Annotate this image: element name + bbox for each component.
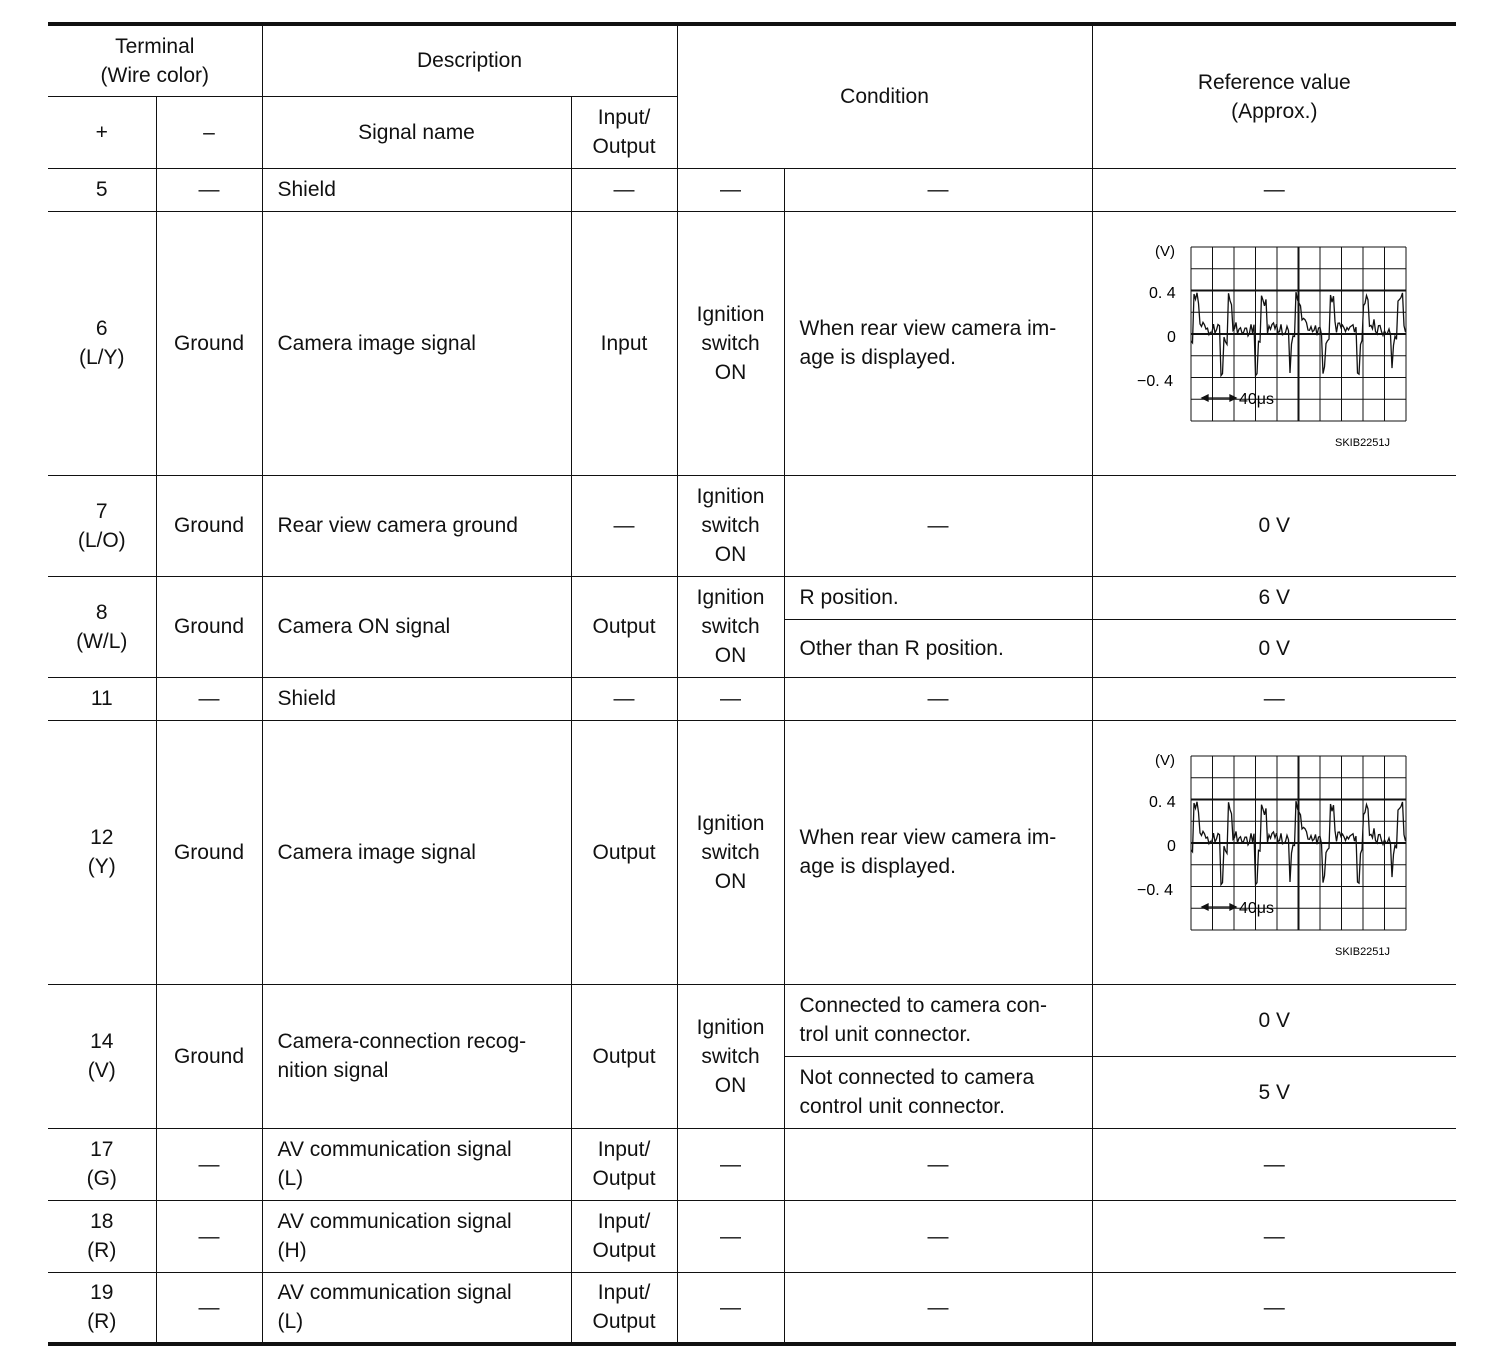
signal-name-header: Signal name — [262, 96, 571, 168]
terminal-plus: 7 (L/O) — [48, 475, 156, 576]
io-value: — — [571, 475, 677, 576]
reference-waveform-cell — [1092, 211, 1456, 475]
io-value: — — [571, 168, 677, 211]
terminal-plus: 5 — [48, 168, 156, 211]
reference-value: — — [1092, 168, 1456, 211]
signal-name: AV communication signal (L) — [262, 1272, 571, 1344]
reference-header: Reference value (Approx.) — [1092, 24, 1456, 168]
time-span-arrow — [1202, 395, 1236, 401]
io-value: Output — [571, 984, 677, 1128]
plus-header: + — [48, 96, 156, 168]
condition-detail: When rear view camera im- age is displayed. — [784, 211, 1092, 475]
io-value: Output — [571, 576, 677, 677]
table-row — [48, 984, 1456, 1056]
condition-switch: — — [677, 1128, 784, 1200]
io-value: Output — [571, 720, 677, 984]
signal-name: Shield — [262, 677, 571, 720]
terminal-table — [48, 22, 1456, 1346]
condition-detail: — — [784, 1272, 1092, 1344]
terminal-minus: — — [156, 1272, 262, 1344]
scope-y-low: −0. 4 — [1137, 372, 1174, 390]
table-row — [48, 1200, 1456, 1272]
terminal-minus: — — [156, 677, 262, 720]
terminal-plus: 18 (R) — [48, 1200, 156, 1272]
condition-detail: Not connected to camera control unit connector. — [784, 1056, 1092, 1128]
condition-detail: — — [784, 677, 1092, 720]
condition-switch: Ignition switch ON — [677, 984, 784, 1128]
io-value: Input/ Output — [571, 1128, 677, 1200]
io-value: Input — [571, 211, 677, 475]
io-value: — — [571, 677, 677, 720]
condition-switch: Ignition switch ON — [677, 211, 784, 475]
condition-detail: When rear view camera im- age is displayed. — [784, 720, 1092, 984]
scope-time-label: 40μs — [1239, 899, 1275, 917]
condition-detail: — — [784, 168, 1092, 211]
reference-value: 0 V — [1092, 619, 1456, 677]
terminal-plus: 17 (G) — [48, 1128, 156, 1200]
scope-code: SKIB2251J — [1335, 945, 1391, 958]
terminal-plus: 11 — [48, 677, 156, 720]
signal-name: Camera image signal — [262, 211, 571, 475]
io-value: Input/ Output — [571, 1272, 677, 1344]
scope-y-zero: 0 — [1167, 837, 1177, 855]
terminal-plus: 8 (W/L) — [48, 576, 156, 677]
signal-name: Camera-connection recog- nition signal — [262, 984, 571, 1128]
condition-switch: — — [677, 677, 784, 720]
condition-detail: Other than R position. — [784, 619, 1092, 677]
signal-name: Rear view camera ground — [262, 475, 571, 576]
oscilloscope-waveform — [1129, 236, 1419, 451]
condition-switch: Ignition switch ON — [677, 720, 784, 984]
condition-switch: — — [677, 1272, 784, 1344]
scope-y-low: −0. 4 — [1137, 881, 1174, 899]
scope-y-high: 0. 4 — [1149, 284, 1176, 302]
reference-value: — — [1092, 1200, 1456, 1272]
condition-detail: Connected to camera con- trol unit connector. — [784, 984, 1092, 1056]
minus-header: – — [156, 96, 262, 168]
reference-value: 0 V — [1092, 984, 1456, 1056]
terminal-minus: Ground — [156, 576, 262, 677]
condition-detail: — — [784, 1200, 1092, 1272]
oscilloscope-waveform — [1129, 745, 1419, 960]
reference-value: 0 V — [1092, 475, 1456, 576]
table-row — [48, 1128, 1456, 1200]
time-span-arrow — [1202, 904, 1236, 910]
reference-value: 5 V — [1092, 1056, 1456, 1128]
reference-value: — — [1092, 1272, 1456, 1344]
table-row — [48, 211, 1456, 475]
table-row — [48, 576, 1456, 619]
io-header: Input/ Output — [571, 96, 677, 168]
scope-code: SKIB2251J — [1335, 436, 1391, 449]
reference-waveform-cell — [1092, 720, 1456, 984]
terminal-minus: — — [156, 1128, 262, 1200]
reference-value: — — [1092, 677, 1456, 720]
io-value: Input/ Output — [571, 1200, 677, 1272]
waveform-svg — [1129, 745, 1419, 960]
terminal-plus: 19 (R) — [48, 1272, 156, 1344]
condition-switch: Ignition switch ON — [677, 576, 784, 677]
scope-unit: (V) — [1155, 242, 1176, 260]
terminal-minus: Ground — [156, 720, 262, 984]
table-row — [48, 475, 1456, 576]
table-row — [48, 168, 1456, 211]
condition-switch: Ignition switch ON — [677, 475, 784, 576]
signal-name: Camera image signal — [262, 720, 571, 984]
signal-name: AV communication signal (H) — [262, 1200, 571, 1272]
signal-name: Camera ON signal — [262, 576, 571, 677]
condition-detail: R position. — [784, 576, 1092, 619]
condition-switch: — — [677, 168, 784, 211]
terminal-header: Terminal (Wire color) — [48, 24, 262, 96]
table-row — [48, 677, 1456, 720]
condition-header: Condition — [677, 24, 1092, 168]
terminal-plus: 6 (L/Y) — [48, 211, 156, 475]
condition-detail: — — [784, 1128, 1092, 1200]
table-row — [48, 1272, 1456, 1344]
terminal-minus: — — [156, 168, 262, 211]
scope-time-label: 40μs — [1239, 390, 1275, 408]
terminal-plus: 12 (Y) — [48, 720, 156, 984]
signal-name: Shield — [262, 168, 571, 211]
terminal-minus: Ground — [156, 475, 262, 576]
condition-detail: — — [784, 475, 1092, 576]
table-row — [48, 720, 1456, 984]
description-header: Description — [262, 24, 677, 96]
waveform-svg — [1129, 236, 1419, 451]
scope-unit: (V) — [1155, 751, 1176, 769]
terminal-minus: Ground — [156, 984, 262, 1128]
terminal-minus: Ground — [156, 211, 262, 475]
reference-value: — — [1092, 1128, 1456, 1200]
condition-switch: — — [677, 1200, 784, 1272]
scope-y-zero: 0 — [1167, 328, 1177, 346]
reference-value: 6 V — [1092, 576, 1456, 619]
terminal-minus: — — [156, 1200, 262, 1272]
scope-y-high: 0. 4 — [1149, 793, 1176, 811]
terminal-plus: 14 (V) — [48, 984, 156, 1128]
signal-name: AV communication signal (L) — [262, 1128, 571, 1200]
